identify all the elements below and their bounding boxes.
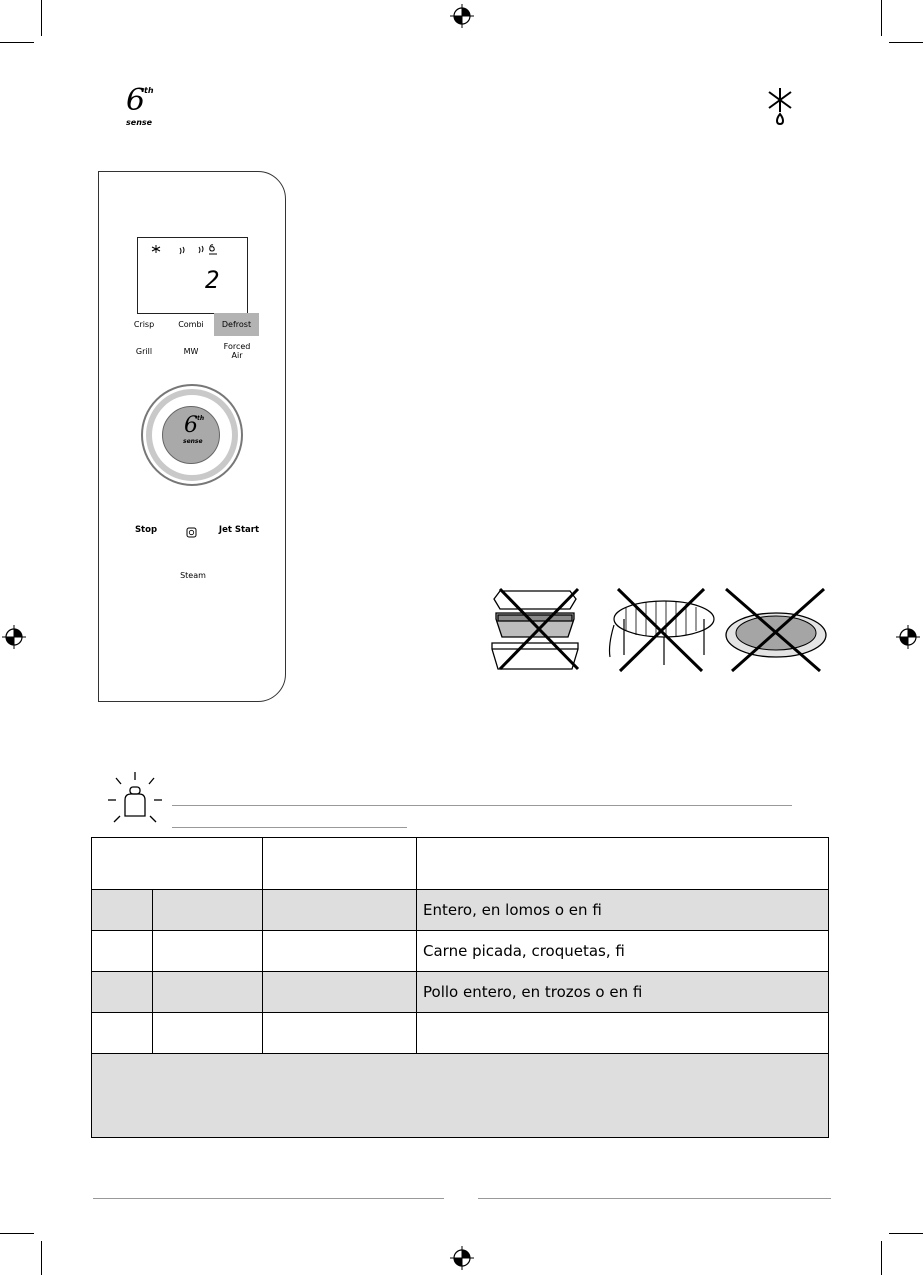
registration-mark-icon (450, 1246, 474, 1270)
weight-icon (106, 770, 164, 828)
registration-mark-icon (2, 625, 26, 649)
table-cell (92, 1013, 153, 1054)
table-row (92, 931, 829, 972)
table-cell (153, 931, 263, 972)
table-note-cell (92, 1054, 829, 1138)
stop-button[interactable]: Stop (134, 525, 158, 535)
subheading-underline (172, 827, 407, 828)
defrost-button[interactable]: Defrost (214, 313, 259, 336)
registration-mark-icon (896, 625, 920, 649)
footer-rule-right (478, 1198, 831, 1199)
dial-logo-number: 6 (184, 413, 198, 438)
table-cell (92, 890, 153, 931)
grill-rack-prohibited-icon (604, 585, 716, 673)
crop-mark (881, 0, 882, 36)
table-row (92, 972, 829, 1013)
combi-button[interactable]: Combi (178, 320, 204, 329)
crop-mark (881, 1241, 882, 1275)
crop-mark (41, 1241, 42, 1275)
table-header-cell (92, 838, 263, 890)
row-description: Entero, en lomos o en fi (417, 890, 829, 931)
logo-suffix: th (144, 86, 154, 95)
table-row (92, 1013, 829, 1054)
grill-button[interactable]: Grill (135, 347, 153, 356)
defrost-table (91, 837, 829, 1138)
table-cell (153, 1013, 263, 1054)
dial-logo-suffix: th (197, 415, 205, 422)
row-description: Carne picada, croquetas, fi (417, 931, 829, 972)
table-cell (92, 931, 153, 972)
logo-number: 6 (126, 83, 146, 118)
logo-word: sense (126, 118, 153, 127)
crop-mark (889, 42, 923, 43)
table-header-row (92, 838, 829, 890)
display-icons (150, 242, 230, 260)
crop-mark (41, 0, 42, 36)
stacked-dishes-prohibited-icon (478, 585, 590, 673)
table-header-cell (417, 838, 829, 890)
table-cell (263, 890, 417, 931)
steam-indicator-icon (186, 527, 197, 538)
table-header-cell (263, 838, 417, 890)
footer-rule-left (93, 1198, 444, 1199)
table-cell (263, 972, 417, 1013)
dial-logo (181, 415, 211, 453)
table-cell (153, 972, 263, 1013)
table-cell (263, 1013, 417, 1054)
defrost-icon (764, 86, 796, 128)
crop-mark (0, 42, 34, 43)
table-note-row (92, 1054, 829, 1138)
sixth-sense-logo (124, 83, 164, 130)
registration-mark-icon (450, 4, 474, 28)
jet-start-button[interactable]: Jet Start (218, 525, 260, 535)
dial-logo-word: sense (183, 438, 203, 445)
row-description (417, 1013, 829, 1054)
heading-underline (172, 805, 792, 806)
table-cell (153, 890, 263, 931)
crisp-plate-prohibited-icon (720, 585, 832, 673)
forced-air-label-2: Air (231, 351, 243, 360)
forced-air-label-1: Forced (223, 342, 251, 351)
table-cell (263, 931, 417, 972)
steam-button[interactable]: Steam (180, 571, 206, 580)
table-row (92, 890, 829, 931)
display-digit: 2 (205, 266, 220, 294)
table-cell (92, 972, 153, 1013)
crisp-button[interactable]: Crisp (133, 320, 155, 329)
mw-button[interactable]: MW (183, 347, 199, 356)
crop-mark (0, 1233, 34, 1234)
crop-mark (889, 1233, 923, 1234)
forced-air-button[interactable] (212, 342, 262, 360)
row-description: Pollo entero, en trozos o en fi (417, 972, 829, 1013)
